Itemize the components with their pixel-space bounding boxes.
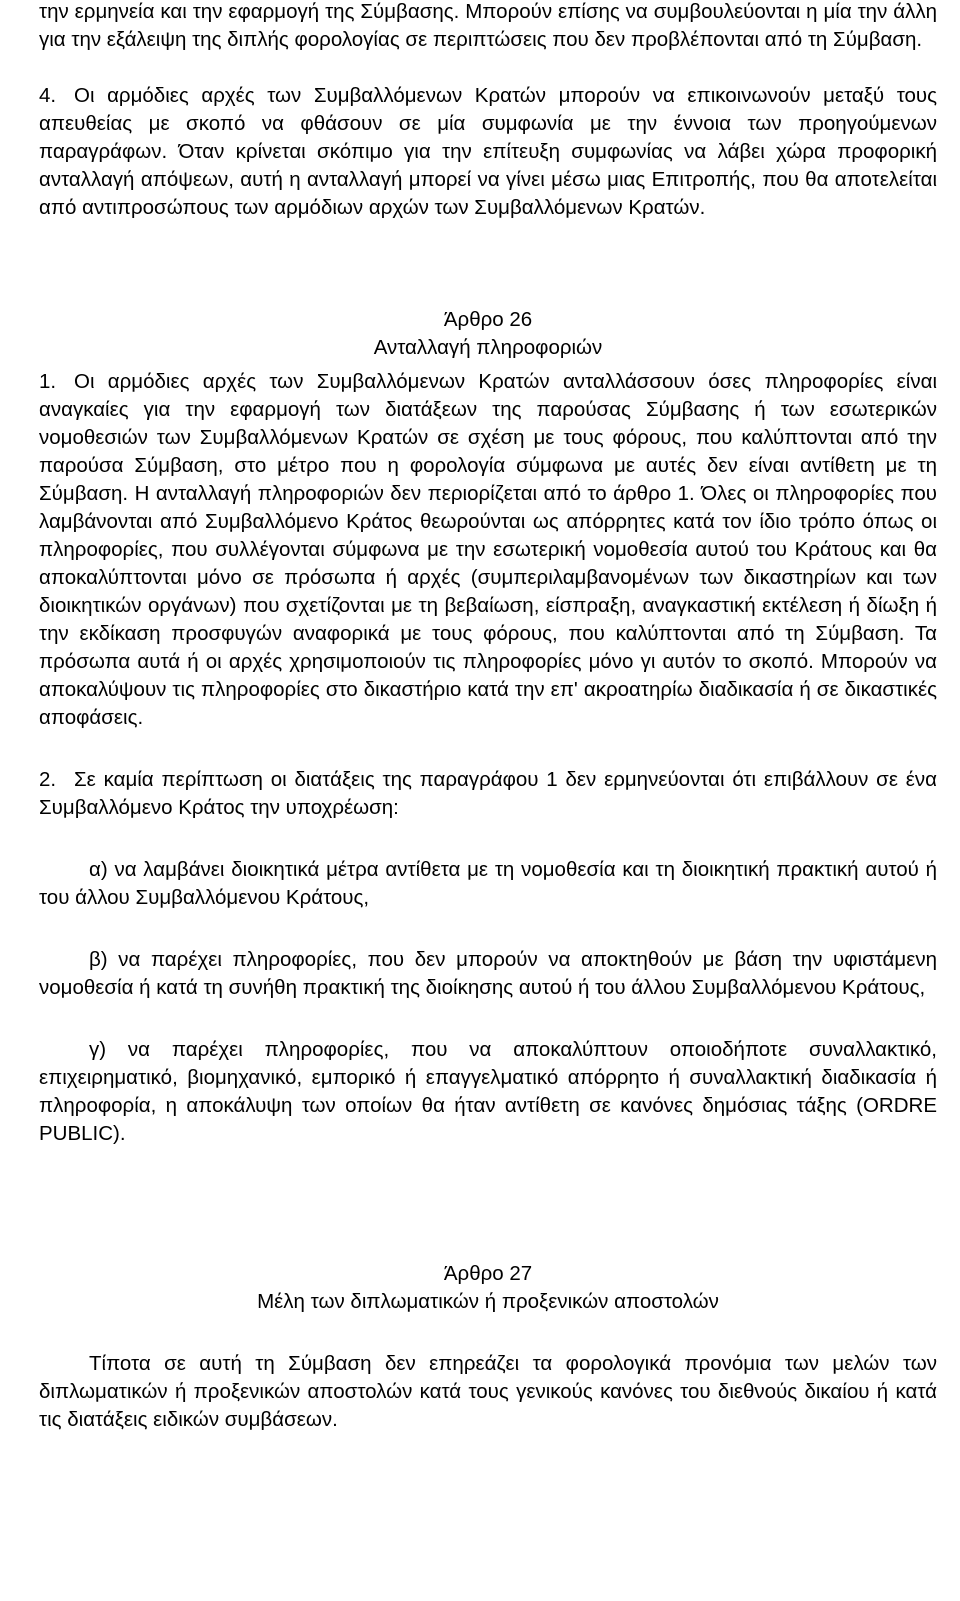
article-26-title: Άρθρο 26 <box>443 308 533 331</box>
document-page <box>39 0 937 1434</box>
spacer <box>39 912 937 946</box>
paragraph-text: Σε καμία περίπτωση οι διατάξεις της παραγράφου 1 δεν ερμηνεύονται ότι επιβάλλουν σε ένα Συμβαλλόμενο Κράτος την υποχρέωση: <box>39 768 937 819</box>
paragraph-number: 4. <box>39 84 57 107</box>
spacer <box>39 1316 937 1350</box>
spacer <box>39 1204 937 1260</box>
article-26-item-b: β) να παρέχει πληροφορίες, που δεν μπορούν να αποκτηθούν με βάση την υφιστάμενη νομοθεσία ή κατά τη συνήθη πρακτική της διοίκησης αυτού ή του άλλου Συμβαλλόμενου Κράτους, <box>39 948 937 999</box>
article-26-item-c: γ) να παρέχει πληροφορίες, που να αποκαλύπτουν οποιοδήποτε συναλλακτικό, επιχειρηματικό, βιομηχανικό, εμπορικό ή επαγγελματικό απόρρητο ή συναλλακτική διαδικασία ή πληροφορία, η αποκάλυψη των οποίων θα ήταν αντίθετη σε κανόνες δημόσιας τάξης (ORDRE PUBLIC). <box>39 1038 937 1145</box>
paragraph-4 <box>39 82 937 222</box>
spacer <box>39 222 937 278</box>
article-26-paragraph-2 <box>39 766 937 822</box>
spacer <box>39 278 937 306</box>
paragraph-text: Οι αρμόδιες αρχές των Συμβαλλόμενων Κρατών ανταλλάσσουν όσες πληροφορίες είναι αναγκαίες για την εφαρμογή των διατάξεων της παρούσας Σύμβασης ή των εσωτερικών νομοθεσιών των Συμβαλλόμενων Κρατών σε σχέση με τους φόρους, που καλύπτονται από την παρούσα Σύμβαση, στο μέτρο που η φορολογία σύμφωνα με αυτές δεν είναι αντίθετη με τη Σύμβαση. Η ανταλλαγή πληροφοριών δεν περιορίζεται από το άρθρο 1. Όλες οι πληροφορίες που λαμβάνονται από Συμβαλλόμενο Κράτος θεωρούνται ως απόρρητες κατά τον ίδιο τρόπο όπως οι πληροφορίες, που συλλέγονται σύμφωνα με την εσωτερική νομοθεσία αυτού του Κράτους και θα αποκαλύπτονται μόνο σε πρόσωπα ή αρχές (συμπεριλαμβανομένων των δικαστηρίων και των διοικητικών οργάνων) που σχετίζονται με τη βεβαίωση, είσπραξη, αναγκαστική εκτέλεση ή δίωξη ή την εκδίκαση προσφυγών αναφορικά με τους φόρους, που καλύπτονται από τη Σύμβαση. Τα πρόσωπα αυτά ή οι αρχές χρησιμοποιούν τις πληροφορίες μόνο γι αυτόν το σκοπό. Μπορούν να αποκαλύψουν τις πληροφορίες στο δικαστήριο κατά την επ' ακροατηρίω διαδικασία ή σε δικαστικές αποφάσεις. <box>39 370 937 729</box>
spacer <box>39 822 937 856</box>
paragraph-text: Οι αρμόδιες αρχές των Συμβαλλόμενων Κρατών μπορούν να επικοινωνούν μεταξύ τους απευθείας με σκοπό να φθάσουν σε μία συμφωνία με την έννοια των προηγούμενων παραγράφων. Όταν κρίνεται σκόπιμο για την επίτευξη συμφωνίας να λάβει χώρα προφορική ανταλλαγή απόψεων, αυτή η ανταλλαγή μπορεί να γίνει μέσω μιας Επιτροπής, που θα αποτελείται από αντιπροσώπους των αρμόδιων αρχών των Συμβαλλόμενων Κρατών. <box>39 84 937 219</box>
article-27-subtitle: Μέλη των διπλωματικών ή προξενικών αποστολών <box>257 1290 719 1313</box>
spacer <box>39 54 937 82</box>
article-27-paragraph: Τίποτα σε αυτή τη Σύμβαση δεν επηρεάζει τα φορολογικά προνόμια των μελών των διπλωματικών ή προξενικών αποστολών κατά τους γενικούς κανόνες του διεθνούς δικαίου ή κατά τις διατάξεις ειδικών συμβάσεων. <box>39 1352 937 1431</box>
article-26-paragraph-1 <box>39 368 937 732</box>
paragraph-number: 1. <box>39 370 57 393</box>
article-26-subtitle: Ανταλλαγή πληροφοριών <box>373 336 603 359</box>
spacer <box>39 1148 937 1204</box>
article-27-title: Άρθρο 27 <box>443 1262 533 1285</box>
paragraph-continuation: την ερμηνεία και την εφαρμογή της Σύμβασης. Μπορούν επίσης να συμβουλεύονται η μία την άλλη για την εξάλειψη της διπλής φορολογίας σε περιπτώσεις που δεν προβλέπονται από τη Σύμβαση. <box>39 0 937 51</box>
article-26-item-a: α) να λαμβάνει διοικητικά μέτρα αντίθετα με τη νομοθεσία και τη διοικητική πρακτική αυτού ή του άλλου Συμβαλλόμενου Κράτους, <box>39 858 937 909</box>
spacer <box>39 732 937 766</box>
paragraph-number: 2. <box>39 768 57 791</box>
spacer <box>39 1002 937 1036</box>
